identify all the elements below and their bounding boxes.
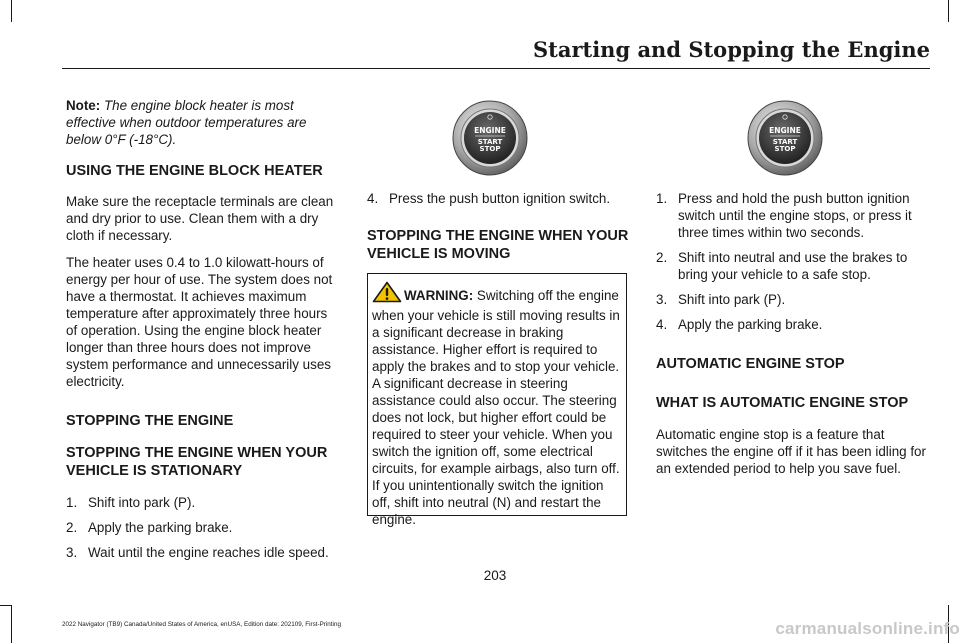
list-item: 1. Press and hold the push button ignition switch until the engine stops, or press it three times within two seconds. <box>656 191 912 240</box>
start-stop-button-icon <box>451 99 529 177</box>
moving-steps <box>656 190 928 333</box>
heading-automatic-engine-stop: AUTOMATIC ENGINE STOP <box>656 356 845 372</box>
list-item: 2. Shift into neutral and use the brakes to bring your vehicle to a safe stop. <box>656 250 908 282</box>
warning-text: Switching off the engine when your vehicle is still moving results in a significant decrease in braking assistance. Higher effort is required to apply the brakes and to stop your vehicle. A significant decrease in steering assistance could also occur. The steering does not lock, but higher effort could be required to steer your vehicle. When you switch the ignition off, some electrical circuits, for example airbags, also turn off. If you unintentionally switch the ignition off, shift into neutral (N) and restart the engine. <box>372 288 620 527</box>
crop-mark-bottom-left-h <box>0 605 11 606</box>
column-3 <box>656 190 928 487</box>
paragraph-clean-terminals: Make sure the receptacle terminals are clean and dry prior to use. Clean them with a dry cloth if necessary. <box>66 194 334 243</box>
watermark: carmanualsonline.info <box>775 619 960 638</box>
list-item: 4. Apply the parking brake. <box>656 317 823 332</box>
column-1 <box>66 97 338 569</box>
list-item: 2. Apply the parking brake. <box>66 520 233 535</box>
heading-stopping-moving: STOPPING THE ENGINE WHEN YOUR VEHICLE IS MOVING <box>367 228 629 262</box>
page-title: Starting and Stopping the Engine <box>532 37 930 62</box>
edition-footer: 2022 Navigator (TB9) Canada/United States of America, enUSA, Edition date: 202109, First-Printing <box>62 621 341 628</box>
heading-stopping-stationary: STOPPING THE ENGINE WHEN YOUR VEHICLE IS STATIONARY <box>66 445 328 479</box>
page-number: 203 <box>483 568 507 583</box>
engine-start-stop-button-image <box>451 99 529 177</box>
warning-label: WARNING: <box>404 288 474 303</box>
list-item: 1. Shift into park (P). <box>66 495 196 510</box>
list-item: 3. Shift into park (P). <box>656 292 786 307</box>
heading-stopping-engine: STOPPING THE ENGINE <box>66 413 234 429</box>
heading-using-block-heater: USING THE ENGINE BLOCK HEATER <box>66 163 323 179</box>
note-text: The engine block heater is most effective when outdoor temperatures are below 0°F (-18°C). <box>66 98 307 147</box>
svg-text:STOP: STOP <box>774 145 796 153</box>
paragraph-automatic-stop: Automatic engine stop is a feature that switches the engine off if it has been idling for an extended period to help you save fuel. <box>656 427 926 476</box>
crop-mark-bottom-left-v <box>11 605 12 643</box>
start-stop-button-icon <box>746 99 824 177</box>
column-2 <box>367 190 631 263</box>
paragraph-heater-energy: The heater uses 0.4 to 1.0 kilowatt-hours of energy per hour of use. The system does not have a thermostat. It achieves maximum temperature after approximately three hours of operation. Using the engine block heater longer than three hours does not improve system performance and unnecessarily uses electricity. <box>66 255 333 389</box>
moving-step-4 <box>367 190 631 207</box>
warning-box <box>367 273 627 527</box>
svg-text:STOP: STOP <box>479 145 501 153</box>
crop-mark-top-left-v <box>11 0 12 22</box>
note-label: Note: <box>66 98 101 113</box>
engine-start-stop-button-image <box>746 99 824 177</box>
header-rule <box>62 68 930 69</box>
svg-text:ENGINE: ENGINE <box>474 126 506 135</box>
note <box>66 97 338 148</box>
list-item: 4. Press the push button ignition switch. <box>367 191 611 206</box>
stationary-steps <box>66 494 338 561</box>
warning-icon <box>372 281 402 307</box>
svg-text:ENGINE: ENGINE <box>769 126 801 135</box>
crop-mark-top-right-v <box>948 0 949 22</box>
heading-what-is-automatic-stop: WHAT IS AUTOMATIC ENGINE STOP <box>656 395 909 411</box>
svg-text:START: START <box>772 138 798 146</box>
svg-text:START: START <box>477 138 503 146</box>
list-item: 3. Wait until the engine reaches idle speed. <box>66 545 329 560</box>
